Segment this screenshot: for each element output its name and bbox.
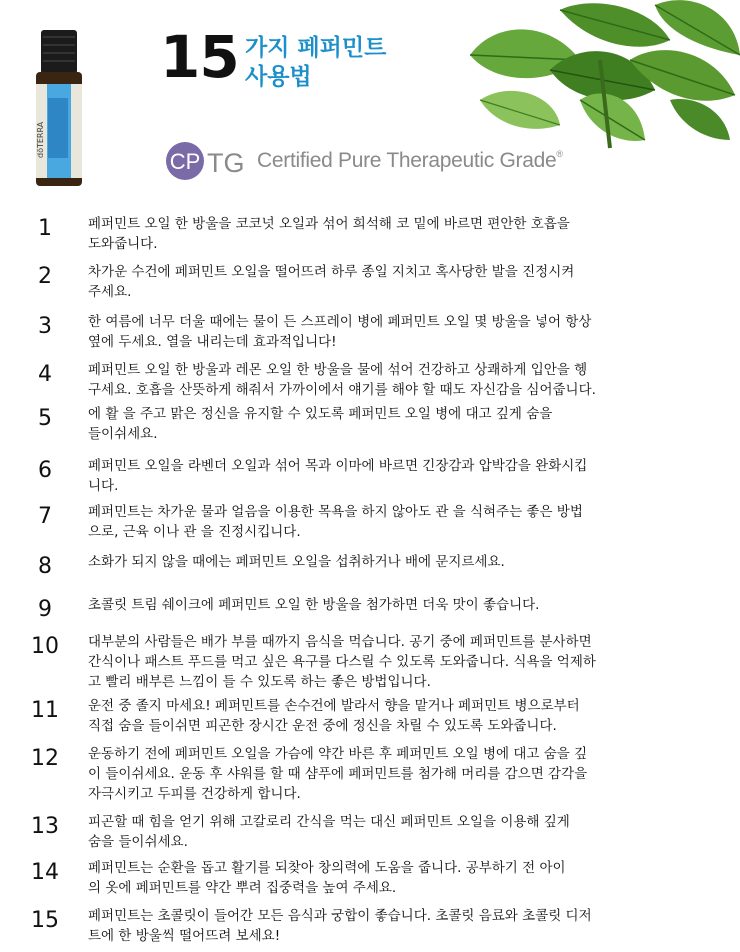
- cptg-certification: [165, 138, 563, 184]
- item-text: 대부분의 사람들은 배가 부를 때까지 음식을 먹습니다. 공기 중에 페퍼민트를 분사하면 간식이나 패스트 푸드를 먹고 싶은 욕구를 다스릴 수 있도록 도와줍니다. 식욕을 억제하 고 빨리 배부른 느낌이 들 수 있도록 하는 좋은 방법입니다.: [88, 634, 596, 690]
- item-number: 5: [38, 406, 52, 431]
- item-number: 14: [31, 860, 59, 885]
- cptg-label: Certified Pure Therapeutic Grade®: [257, 149, 563, 172]
- item-number: 9: [38, 597, 52, 622]
- item-text: 운동하기 전에 페퍼민트 오일을 가슴에 약간 바른 후 페퍼민트 오일 병에 대고 숨을 깊 이 들이쉬세요. 운동 후 샤워를 할 때 샴푸에 페퍼민트를 첨가해 머리를 감으면 감각을 자극시키고 두피를 건강하게 합니다.: [88, 746, 588, 802]
- item-text: 페퍼민트는 순환을 돕고 활기를 되찾아 창의력에 도움을 줍니다. 공부하기 전 아이 의 옷에 페퍼민트를 약간 뿌려 집중력을 높여 주세요.: [88, 860, 566, 896]
- item-text: 페퍼민트 오일 한 방울을 코코넛 오일과 섞어 희석해 코 밑에 바르면 편안한 호흡을 도와줍니다.: [88, 216, 570, 252]
- peppermint-leaves-image: [440, 0, 740, 150]
- item-text: 한 여름에 너무 더울 때에는 물이 든 스프레이 병에 페퍼민트 오일 몇 방울을 넣어 항상 옆에 두세요. 열을 내리는데 효과적입니다!: [88, 314, 592, 350]
- page-title: [245, 34, 386, 92]
- item-number: 6: [38, 458, 52, 483]
- item-number: 4: [38, 362, 52, 387]
- cptg-logo-icon: [165, 138, 255, 184]
- item-text: 운전 중 졸지 마세요! 페퍼민트를 손수건에 발라서 향을 맡거나 페퍼민트 병으로부터 직접 숨을 들이쉬면 피곤한 장시간 운전 중에 정신을 차릴 수 있도록 도와줍니다.: [88, 698, 580, 734]
- title-line-1: 가지 페퍼민트: [245, 35, 387, 61]
- item-text: 페퍼민트 오일 한 방울과 레몬 오일 한 방울을 물에 섞어 건강하고 상쾌하게 입안을 헹 구세요. 호흡을 산뜻하게 해줘서 가까이에서 얘기를 해야 할 때도 자신감을 심어줍니다.: [88, 362, 596, 398]
- item-text: 피곤할 때 힘을 얻기 위해 고칼로리 간식을 먹는 대신 페퍼민트 오일을 이용해 깊게 숨을 들이쉬세요.: [88, 814, 570, 850]
- item-text: 페퍼민트는 초콜릿이 들어간 모든 음식과 궁합이 좋습니다. 초콜릿 음료와 초콜릿 디저 트에 한 방울씩 떨어뜨려 보세요!: [88, 908, 592, 944]
- item-number: 15: [31, 908, 59, 933]
- item-number: 10: [31, 634, 59, 659]
- item-number: 8: [38, 554, 52, 579]
- item-text: 페퍼민트 오일을 라벤더 오일과 섞어 목과 이마에 바르면 긴장감과 압박감을 완화시킵 니다.: [88, 458, 588, 494]
- item-number: 7: [38, 504, 52, 529]
- item-number: 13: [31, 814, 59, 839]
- bottle-brand-label: dōTERRA: [36, 121, 45, 158]
- item-number: 1: [38, 216, 52, 241]
- item-text: 소화가 되지 않을 때에는 페퍼민트 오일을 섭취하거나 배에 문지르세요.: [88, 554, 505, 570]
- item-number: 11: [31, 698, 59, 723]
- title-line-2: 사용법: [245, 64, 312, 90]
- item-text: 초콜릿 트림 쉐이크에 페퍼민트 오일 한 방울을 첨가하면 더욱 맛이 좋습니다.: [88, 597, 540, 613]
- item-number: 3: [38, 314, 52, 339]
- item-text: 에 활 을 주고 맑은 정신을 유지할 수 있도록 페퍼민트 오일 병에 대고 깊게 숨을 들이쉬세요.: [88, 406, 553, 442]
- cptg-logo-tg: TG: [207, 148, 245, 178]
- item-number: 2: [38, 264, 52, 289]
- item-number: 12: [31, 746, 59, 771]
- item-text: 차가운 수건에 페퍼민트 오일을 떨어뜨려 하루 종일 지치고 혹사당한 발을 진정시켜 주세요.: [88, 264, 575, 300]
- title-count: 15: [160, 23, 239, 91]
- essential-oil-bottle-image: [33, 28, 85, 188]
- item-text: 페퍼민트는 차가운 물과 얼음을 이용한 목욕을 하지 않아도 관 을 식혀주는 좋은 방법 으로, 근육 이나 관 을 진정시킵니다.: [88, 504, 583, 540]
- cptg-logo-cp: CP: [169, 149, 201, 174]
